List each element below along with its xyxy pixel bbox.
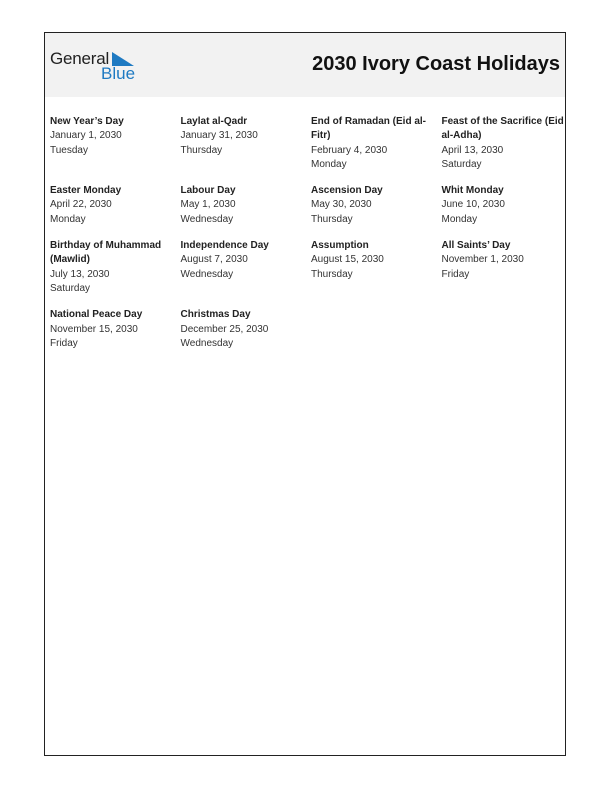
holiday-name: Birthday of Muhammad (Mawlid)	[50, 240, 162, 266]
holiday-weekday: Wednesday	[180, 337, 234, 349]
holiday-weekday: Monday	[441, 213, 478, 225]
holiday-weekday: Wednesday	[180, 213, 234, 225]
holiday-date: May 30, 2030	[311, 199, 372, 211]
holiday-item	[181, 308, 312, 351]
holiday-name: Whit Monday	[441, 185, 504, 197]
holiday-name: Ascension Day	[311, 185, 383, 197]
holiday-name: National Peace Day	[50, 309, 143, 321]
holiday-weekday: Saturday	[441, 158, 482, 170]
holiday-name: Easter Monday	[50, 185, 122, 197]
holiday-weekday: Friday	[441, 268, 470, 280]
holiday-name: Independence Day	[180, 240, 269, 252]
holiday-weekday: Monday	[311, 158, 347, 170]
holiday-name: New Year’s Day	[50, 116, 124, 127]
holiday-date: June 10, 2030	[441, 199, 505, 211]
holiday-name: All Saints’ Day	[441, 240, 511, 252]
holiday-weekday: Thursday	[311, 268, 353, 280]
holiday-date: August 15, 2030	[311, 254, 384, 266]
holiday-item	[50, 115, 181, 172]
holiday-item	[181, 115, 312, 172]
holiday-date: February 4, 2030	[311, 144, 388, 156]
holiday-item	[181, 184, 312, 227]
holiday-weekday: Tuesday	[50, 144, 88, 156]
holiday-name: Laylat al-Qadr	[180, 116, 248, 127]
holiday-item	[442, 239, 570, 296]
holiday-name: Labour Day	[180, 185, 236, 197]
holiday-date: November 15, 2030	[50, 323, 138, 335]
header	[45, 33, 565, 97]
holiday-item	[50, 239, 181, 296]
holiday-item	[442, 184, 570, 227]
page-frame	[44, 32, 566, 756]
holiday-weekday: Wednesday	[180, 268, 234, 280]
holiday-weekday: Thursday	[180, 144, 223, 156]
holiday-item	[311, 115, 442, 172]
holiday-date: May 1, 2030	[180, 199, 236, 211]
holiday-date: August 7, 2030	[180, 254, 248, 266]
holiday-date: January 31, 2030	[180, 130, 258, 142]
holiday-grid	[50, 115, 570, 351]
holiday-date: April 13, 2030	[441, 144, 504, 156]
holiday-name: End of Ramadan (Eid al-Fitr)	[311, 116, 427, 142]
holiday-item	[181, 239, 312, 296]
logo-text-general: General	[50, 49, 110, 68]
holiday-weekday: Monday	[50, 213, 86, 225]
holiday-date: December 25, 2030	[180, 323, 269, 335]
holiday-name: Assumption	[311, 240, 369, 252]
holiday-item	[50, 308, 181, 351]
holiday-date: January 1, 2030	[50, 130, 122, 142]
holiday-date: November 1, 2030	[441, 254, 524, 266]
holiday-item	[311, 239, 442, 296]
holiday-name: Christmas Day	[180, 309, 251, 321]
holiday-item	[442, 115, 570, 172]
holiday-date: April 22, 2030	[50, 199, 112, 211]
holiday-weekday: Thursday	[311, 213, 353, 225]
page-title: 2030 Ivory Coast Holidays	[312, 53, 560, 75]
holiday-weekday: Friday	[50, 337, 78, 349]
holiday-item	[50, 184, 181, 227]
holiday-name: Feast of the Sacrifice (Eid al-Adha)	[441, 116, 564, 142]
holiday-date: July 13, 2030	[50, 268, 110, 280]
holiday-weekday: Saturday	[50, 282, 91, 294]
holiday-item	[311, 184, 442, 227]
logo-text-blue: Blue	[101, 64, 136, 83]
